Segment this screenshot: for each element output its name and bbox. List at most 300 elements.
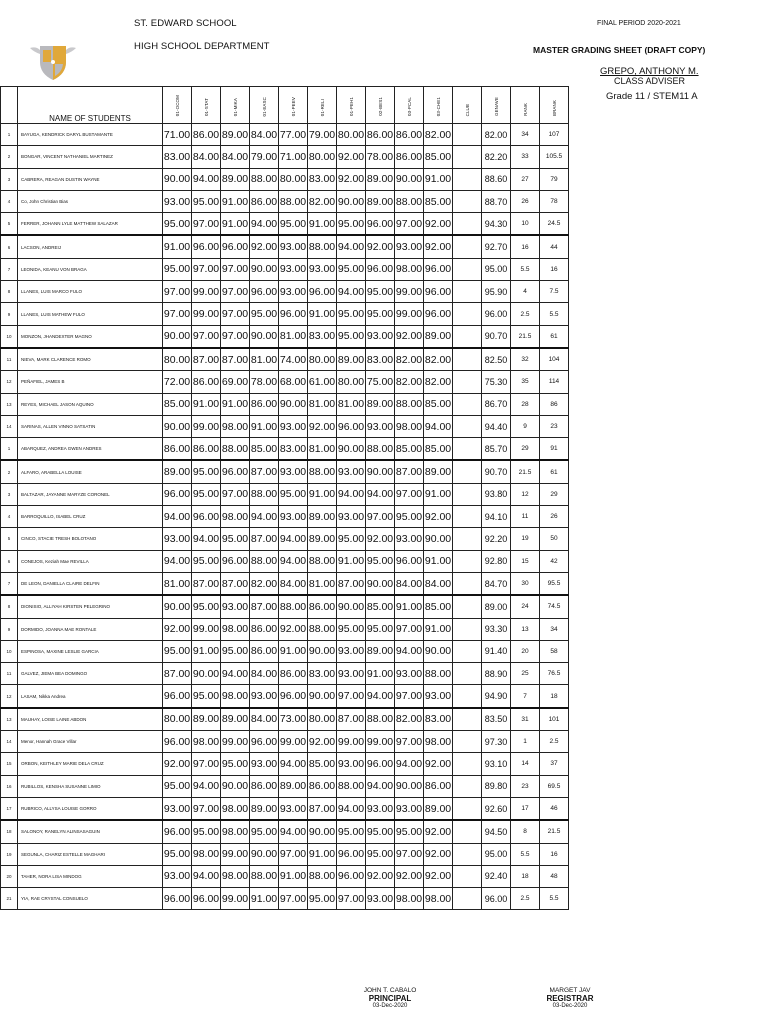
student-name: YIA, RAE CRYSTAL CONSUELO xyxy=(18,888,163,910)
table-row xyxy=(1,572,569,595)
general-average: 75.30 xyxy=(482,371,511,393)
subject-grade: 92.00 xyxy=(279,618,308,640)
subject-grade: 80.00 xyxy=(163,348,192,371)
rank-value: 5.5 xyxy=(511,258,540,280)
subject-grade: 95.00 xyxy=(366,820,395,843)
subject-grade: 94.00 xyxy=(337,235,366,258)
subject-grade: 99.00 xyxy=(366,731,395,753)
subject-grade: 87.00 xyxy=(250,595,279,618)
row-number: 13 xyxy=(1,708,18,731)
subject-grade: 88.00 xyxy=(250,483,279,505)
subject-grade: 80.00 xyxy=(337,124,366,146)
subject-grade: 96.00 xyxy=(279,303,308,325)
brank-value: 44 xyxy=(540,235,569,258)
subject-grade: 87.00 xyxy=(337,708,366,731)
subject-grade: 94.00 xyxy=(279,820,308,843)
brank-value: 24.5 xyxy=(540,213,569,236)
sheet-title: MASTER GRADING SHEET (DRAFT COPY) xyxy=(533,45,706,55)
rank-value: 25 xyxy=(511,663,540,685)
subject-grade: 96.00 xyxy=(221,460,250,483)
subject-grade: 88.00 xyxy=(221,438,250,461)
row-number: 17 xyxy=(1,797,18,820)
subject-grade: 81.00 xyxy=(308,393,337,415)
subject-grade: 95.00 xyxy=(163,258,192,280)
subject-grade: 91.00 xyxy=(308,213,337,236)
rank-value: 26 xyxy=(511,190,540,212)
subject-grade: 82.00 xyxy=(250,572,279,595)
subject-grade: 84.00 xyxy=(250,708,279,731)
subject-grade: 99.00 xyxy=(192,303,221,325)
subject-grade: 99.00 xyxy=(192,618,221,640)
brank-value: 95.5 xyxy=(540,572,569,595)
subject-grade: 85.00 xyxy=(250,438,279,461)
subject-grade: 86.00 xyxy=(395,124,424,146)
general-average: 92.70 xyxy=(482,235,511,258)
subject-grade: 84.00 xyxy=(250,124,279,146)
table-row xyxy=(1,325,569,348)
subject-grade: 97.00 xyxy=(395,731,424,753)
row-number: 4 xyxy=(1,190,18,212)
rank-value: 17 xyxy=(511,797,540,820)
general-average: 93.10 xyxy=(482,753,511,775)
general-average: 95.90 xyxy=(482,281,511,303)
rank-value: 16 xyxy=(511,235,540,258)
subject-grade: 97.00 xyxy=(192,213,221,236)
rank-value: 35 xyxy=(511,371,540,393)
subject-grade: 93.00 xyxy=(279,797,308,820)
grading-table-body xyxy=(1,124,569,910)
table-row xyxy=(1,506,569,528)
brank-value: 34 xyxy=(540,618,569,640)
subject-grade: 92.00 xyxy=(395,865,424,887)
club-grade xyxy=(453,325,482,348)
student-name: TAHER, NORA LISA MINDOG xyxy=(18,865,163,887)
subject-grade: 93.00 xyxy=(366,888,395,910)
general-average: 93.30 xyxy=(482,618,511,640)
subject-grade: 80.00 xyxy=(308,146,337,168)
subject-grade: 95.00 xyxy=(395,820,424,843)
subject-grade: 71.00 xyxy=(163,124,192,146)
subject-grade: 81.00 xyxy=(308,572,337,595)
subject-grade: 95.00 xyxy=(337,618,366,640)
subject-grade: 92.00 xyxy=(424,865,453,887)
brank-value: 114 xyxy=(540,371,569,393)
club-grade xyxy=(453,235,482,258)
subject-grade: 87.00 xyxy=(221,572,250,595)
subject-grade: 91.00 xyxy=(366,663,395,685)
club-grade xyxy=(453,303,482,325)
subject-grade: 90.00 xyxy=(221,775,250,797)
subject-grade: 98.00 xyxy=(221,820,250,843)
subject-grade: 89.00 xyxy=(424,797,453,820)
rank-value: 34 xyxy=(511,124,540,146)
table-row xyxy=(1,708,569,731)
subject-grade: 90.00 xyxy=(163,415,192,437)
subject-grade: 95.00 xyxy=(279,483,308,505)
subject-grade: 82.00 xyxy=(424,124,453,146)
subject-grade: 80.00 xyxy=(308,348,337,371)
subject-grade: 86.00 xyxy=(250,618,279,640)
subject-grade: 95.00 xyxy=(337,258,366,280)
subject-grade: 83.00 xyxy=(366,348,395,371)
subject-grade: 94.00 xyxy=(279,753,308,775)
student-name: ALFARO, ARABELLA LOUISE xyxy=(18,460,163,483)
club-grade xyxy=(453,663,482,685)
subject-grade: 89.00 xyxy=(366,640,395,662)
row-number: 9 xyxy=(1,303,18,325)
subject-grade: 92.00 xyxy=(308,415,337,437)
subject-grade: 90.00 xyxy=(424,640,453,662)
general-average: 92.80 xyxy=(482,550,511,572)
brank-value: 58 xyxy=(540,640,569,662)
subject-grade: 82.00 xyxy=(424,371,453,393)
student-name: LEONIDA, KEANU VON BRAGA xyxy=(18,258,163,280)
general-average: 88.60 xyxy=(482,168,511,190)
subject-grade: 74.00 xyxy=(279,348,308,371)
row-number: 9 xyxy=(1,618,18,640)
student-name: CABRERA, REAGAN DUSTIN WAYNE xyxy=(18,168,163,190)
club-grade xyxy=(453,258,482,280)
row-number: 21 xyxy=(1,888,18,910)
subject-grade: 89.00 xyxy=(192,708,221,731)
subject-grade: 96.00 xyxy=(163,685,192,708)
subject-grade: 96.00 xyxy=(337,843,366,865)
subject-grade: 91.00 xyxy=(395,595,424,618)
student-name: LLANES, LUIS MARCO FULO xyxy=(18,281,163,303)
student-name: BONGAR, VINCENT NATHANIEL MARTINEZ xyxy=(18,146,163,168)
general-average: 91.40 xyxy=(482,640,511,662)
student-name: Menor, Hannah Grace Villar xyxy=(18,731,163,753)
subject-grade: 85.00 xyxy=(366,595,395,618)
brank-value: 105.5 xyxy=(540,146,569,168)
subject-grade: 73.00 xyxy=(279,708,308,731)
subject-grade: 93.00 xyxy=(279,460,308,483)
subject-grade: 93.00 xyxy=(221,595,250,618)
table-row xyxy=(1,640,569,662)
subject-grade: 91.00 xyxy=(337,550,366,572)
subject-grade: 95.00 xyxy=(366,843,395,865)
subject-grade: 92.00 xyxy=(163,618,192,640)
subject-header: 01-PEEV xyxy=(279,87,308,124)
subject-grade: 92.00 xyxy=(366,528,395,550)
principal-date: 03-Dec-2020 xyxy=(372,1003,408,1009)
subject-grade: 95.00 xyxy=(337,820,366,843)
club-grade xyxy=(453,731,482,753)
rank-value: 32 xyxy=(511,348,540,371)
rank-value: 15 xyxy=(511,550,540,572)
registrar-signature xyxy=(520,987,620,1009)
rank-value: 1 xyxy=(511,731,540,753)
subject-grade: 82.00 xyxy=(395,371,424,393)
table-row xyxy=(1,348,569,371)
row-number: 3 xyxy=(1,168,18,190)
brank-value: 61 xyxy=(540,325,569,348)
general-average: 90.70 xyxy=(482,325,511,348)
subject-grade: 89.00 xyxy=(424,325,453,348)
subject-grade: 86.00 xyxy=(250,190,279,212)
subject-grade: 89.00 xyxy=(250,797,279,820)
club-grade xyxy=(453,843,482,865)
subject-header: 01-PEH1 xyxy=(337,87,366,124)
club-grade xyxy=(453,595,482,618)
student-name: GALVEZ, JIEMA BEA DOMINGO xyxy=(18,663,163,685)
subject-grade: 93.00 xyxy=(395,797,424,820)
row-number: 7 xyxy=(1,572,18,595)
row-number: 10 xyxy=(1,325,18,348)
club-grade xyxy=(453,550,482,572)
subject-grade: 96.00 xyxy=(366,753,395,775)
subject-header: 01-MIKA xyxy=(221,87,250,124)
principal-signature xyxy=(340,987,440,1009)
brank-value: 79 xyxy=(540,168,569,190)
subject-grade: 98.00 xyxy=(424,731,453,753)
row-number: 2 xyxy=(1,146,18,168)
subject-grade: 91.00 xyxy=(308,483,337,505)
subject-grade: 81.00 xyxy=(308,438,337,461)
subject-header: 01-EASC xyxy=(250,87,279,124)
subject-grade: 85.00 xyxy=(424,393,453,415)
subject-grade: 97.00 xyxy=(192,797,221,820)
subject-grade: 94.00 xyxy=(337,483,366,505)
subject-grade: 96.00 xyxy=(308,281,337,303)
row-number: 6 xyxy=(1,550,18,572)
club-grade xyxy=(453,797,482,820)
subject-grade: 95.00 xyxy=(366,618,395,640)
subject-grade: 95.00 xyxy=(192,483,221,505)
subject-grade: 88.00 xyxy=(424,663,453,685)
brank-value: 91 xyxy=(540,438,569,461)
row-number: 12 xyxy=(1,685,18,708)
subject-grade: 96.00 xyxy=(163,731,192,753)
subject-grade: 90.00 xyxy=(395,775,424,797)
subject-grade: 91.00 xyxy=(279,865,308,887)
subject-grade: 86.00 xyxy=(308,775,337,797)
row-number: 12 xyxy=(1,371,18,393)
subject-grade: 91.00 xyxy=(221,190,250,212)
subject-grade: 88.00 xyxy=(366,438,395,461)
subject-grade: 94.00 xyxy=(337,281,366,303)
number-column-header xyxy=(1,87,18,124)
subject-grade: 90.00 xyxy=(163,168,192,190)
brank-value: 16 xyxy=(540,843,569,865)
school-logo-icon xyxy=(22,40,84,82)
subject-grade: 95.00 xyxy=(163,843,192,865)
subject-grade: 88.00 xyxy=(308,618,337,640)
rank-value: 9 xyxy=(511,415,540,437)
brank-value: 101 xyxy=(540,708,569,731)
rank-value: 14 xyxy=(511,753,540,775)
club-grade xyxy=(453,775,482,797)
club-grade xyxy=(453,506,482,528)
club-grade xyxy=(453,618,482,640)
subject-grade: 91.00 xyxy=(250,415,279,437)
general-average: 89.80 xyxy=(482,775,511,797)
rank-value: 13 xyxy=(511,618,540,640)
rank-value: 7 xyxy=(511,685,540,708)
student-name: PEÑAFIEL, JAMES B xyxy=(18,371,163,393)
subject-grade: 98.00 xyxy=(221,797,250,820)
grading-table xyxy=(0,86,569,910)
brank-value: 104 xyxy=(540,348,569,371)
subject-grade: 84.00 xyxy=(250,663,279,685)
brank-value: 42 xyxy=(540,550,569,572)
subject-grade: 96.00 xyxy=(250,731,279,753)
subject-header: 01-RELI xyxy=(308,87,337,124)
subject-grade: 95.00 xyxy=(192,595,221,618)
student-name: Co, John Christian Bias xyxy=(18,190,163,212)
row-number: 5 xyxy=(1,528,18,550)
general-average: 97.30 xyxy=(482,731,511,753)
adviser-name: GREPO, ANTHONY M. xyxy=(600,66,699,77)
general-average: 94.40 xyxy=(482,415,511,437)
student-name: DORMIDO, JOANNA MAE RONTALE xyxy=(18,618,163,640)
general-average: 94.30 xyxy=(482,213,511,236)
rank-value: 2.5 xyxy=(511,303,540,325)
subject-grade: 94.00 xyxy=(192,528,221,550)
table-row xyxy=(1,438,569,461)
table-row xyxy=(1,258,569,280)
subject-grade: 92.00 xyxy=(424,213,453,236)
subject-grade: 91.00 xyxy=(163,235,192,258)
subject-grade: 96.00 xyxy=(279,685,308,708)
subject-grade: 86.00 xyxy=(279,663,308,685)
subject-grade: 95.00 xyxy=(192,550,221,572)
subject-grade: 90.00 xyxy=(279,393,308,415)
general-average: 92.20 xyxy=(482,528,511,550)
subject-header: 02-BES1 xyxy=(366,87,395,124)
subject-grade: 90.00 xyxy=(337,595,366,618)
period-label: FINAL PERIOD 2020-2021 xyxy=(597,20,681,27)
row-number: 8 xyxy=(1,281,18,303)
subject-grade: 98.00 xyxy=(221,865,250,887)
club-column-header: CLUB xyxy=(453,87,482,124)
brank-value: 23 xyxy=(540,415,569,437)
general-average: 92.60 xyxy=(482,797,511,820)
subject-grade: 90.00 xyxy=(192,663,221,685)
subject-grade: 81.00 xyxy=(250,348,279,371)
student-name: ESPINOSA, MAXINE LESLIE GARCIA xyxy=(18,640,163,662)
general-average: 83.50 xyxy=(482,708,511,731)
table-row xyxy=(1,820,569,843)
student-name: SALONOY, RANELYN ALINSASAGUIN xyxy=(18,820,163,843)
row-number: 6 xyxy=(1,235,18,258)
brank-value: 5.5 xyxy=(540,303,569,325)
rank-value: 18 xyxy=(511,865,540,887)
subject-grade: 95.00 xyxy=(250,820,279,843)
subject-grade: 92.00 xyxy=(250,235,279,258)
subject-grade: 99.00 xyxy=(279,731,308,753)
subject-grade: 95.00 xyxy=(337,325,366,348)
subject-grade: 89.00 xyxy=(366,190,395,212)
subject-grade: 93.00 xyxy=(366,415,395,437)
rank-value: 23 xyxy=(511,775,540,797)
subject-grade: 97.00 xyxy=(395,843,424,865)
subject-grade: 86.00 xyxy=(192,371,221,393)
subject-grade: 94.00 xyxy=(192,865,221,887)
brank-value: 26 xyxy=(540,506,569,528)
rank-value: 27 xyxy=(511,168,540,190)
subject-grade: 86.00 xyxy=(395,146,424,168)
general-average: 96.00 xyxy=(482,303,511,325)
club-grade xyxy=(453,348,482,371)
subject-grade: 95.00 xyxy=(337,213,366,236)
subject-grade: 91.00 xyxy=(192,393,221,415)
subject-grade: 81.00 xyxy=(163,572,192,595)
subject-grade: 91.00 xyxy=(424,483,453,505)
subject-grade: 84.00 xyxy=(221,146,250,168)
subject-grade: 98.00 xyxy=(192,731,221,753)
subject-grade: 96.00 xyxy=(337,865,366,887)
subject-grade: 92.00 xyxy=(424,843,453,865)
subject-grade: 85.00 xyxy=(424,146,453,168)
table-row xyxy=(1,281,569,303)
subject-grade: 92.00 xyxy=(424,753,453,775)
table-row xyxy=(1,595,569,618)
brank-value: 29 xyxy=(540,483,569,505)
student-name: FERRER, JOHANN LYLE MATTHEW SALAZAR xyxy=(18,213,163,236)
subject-grade: 89.00 xyxy=(221,168,250,190)
subject-grade: 97.00 xyxy=(279,888,308,910)
subject-grade: 90.00 xyxy=(395,168,424,190)
subject-grade: 82.00 xyxy=(308,190,337,212)
subject-grade: 90.00 xyxy=(308,640,337,662)
subject-grade: 82.00 xyxy=(424,348,453,371)
student-name: LACSON, ANDREIJ xyxy=(18,235,163,258)
club-grade xyxy=(453,483,482,505)
general-average: 88.90 xyxy=(482,663,511,685)
subject-grade: 88.00 xyxy=(250,168,279,190)
club-grade xyxy=(453,460,482,483)
subject-grade: 93.00 xyxy=(250,685,279,708)
subject-grade: 94.00 xyxy=(163,550,192,572)
student-name: DE LEON, DANIELLA CLAIRE DELFIN xyxy=(18,572,163,595)
registrar-role: REGISTRAR xyxy=(546,994,594,1003)
table-row xyxy=(1,865,569,887)
subject-grade: 93.00 xyxy=(250,753,279,775)
subject-grade: 88.00 xyxy=(395,393,424,415)
club-grade xyxy=(453,685,482,708)
subject-grade: 97.00 xyxy=(221,483,250,505)
subject-grade: 93.00 xyxy=(424,685,453,708)
subject-grade: 97.00 xyxy=(221,258,250,280)
student-name: REYES, MICHAEL JASON AQUINO xyxy=(18,393,163,415)
subject-grade: 94.00 xyxy=(279,550,308,572)
table-row xyxy=(1,460,569,483)
rank-value: 33 xyxy=(511,146,540,168)
subject-grade: 96.00 xyxy=(163,888,192,910)
club-grade xyxy=(453,124,482,146)
table-row xyxy=(1,393,569,415)
student-name: RUBILLOS, KENSHA SUSANNE LIMIO xyxy=(18,775,163,797)
club-grade xyxy=(453,190,482,212)
subject-grade: 79.00 xyxy=(308,124,337,146)
subject-grade: 86.00 xyxy=(250,775,279,797)
subject-grade: 89.00 xyxy=(279,775,308,797)
subject-grade: 97.00 xyxy=(395,483,424,505)
subject-grade: 90.00 xyxy=(163,325,192,348)
subject-grade: 97.00 xyxy=(192,753,221,775)
subject-grade: 95.00 xyxy=(221,640,250,662)
table-row xyxy=(1,483,569,505)
general-average: 89.00 xyxy=(482,595,511,618)
subject-grade: 97.00 xyxy=(221,281,250,303)
subject-grade: 98.00 xyxy=(221,506,250,528)
student-name: ORBON, KEITHLEY MARIE DELA CRUZ xyxy=(18,753,163,775)
registrar-date: 03-Dec-2020 xyxy=(552,1003,588,1009)
row-number: 19 xyxy=(1,843,18,865)
row-number: 1 xyxy=(1,124,18,146)
subject-grade: 84.00 xyxy=(192,146,221,168)
